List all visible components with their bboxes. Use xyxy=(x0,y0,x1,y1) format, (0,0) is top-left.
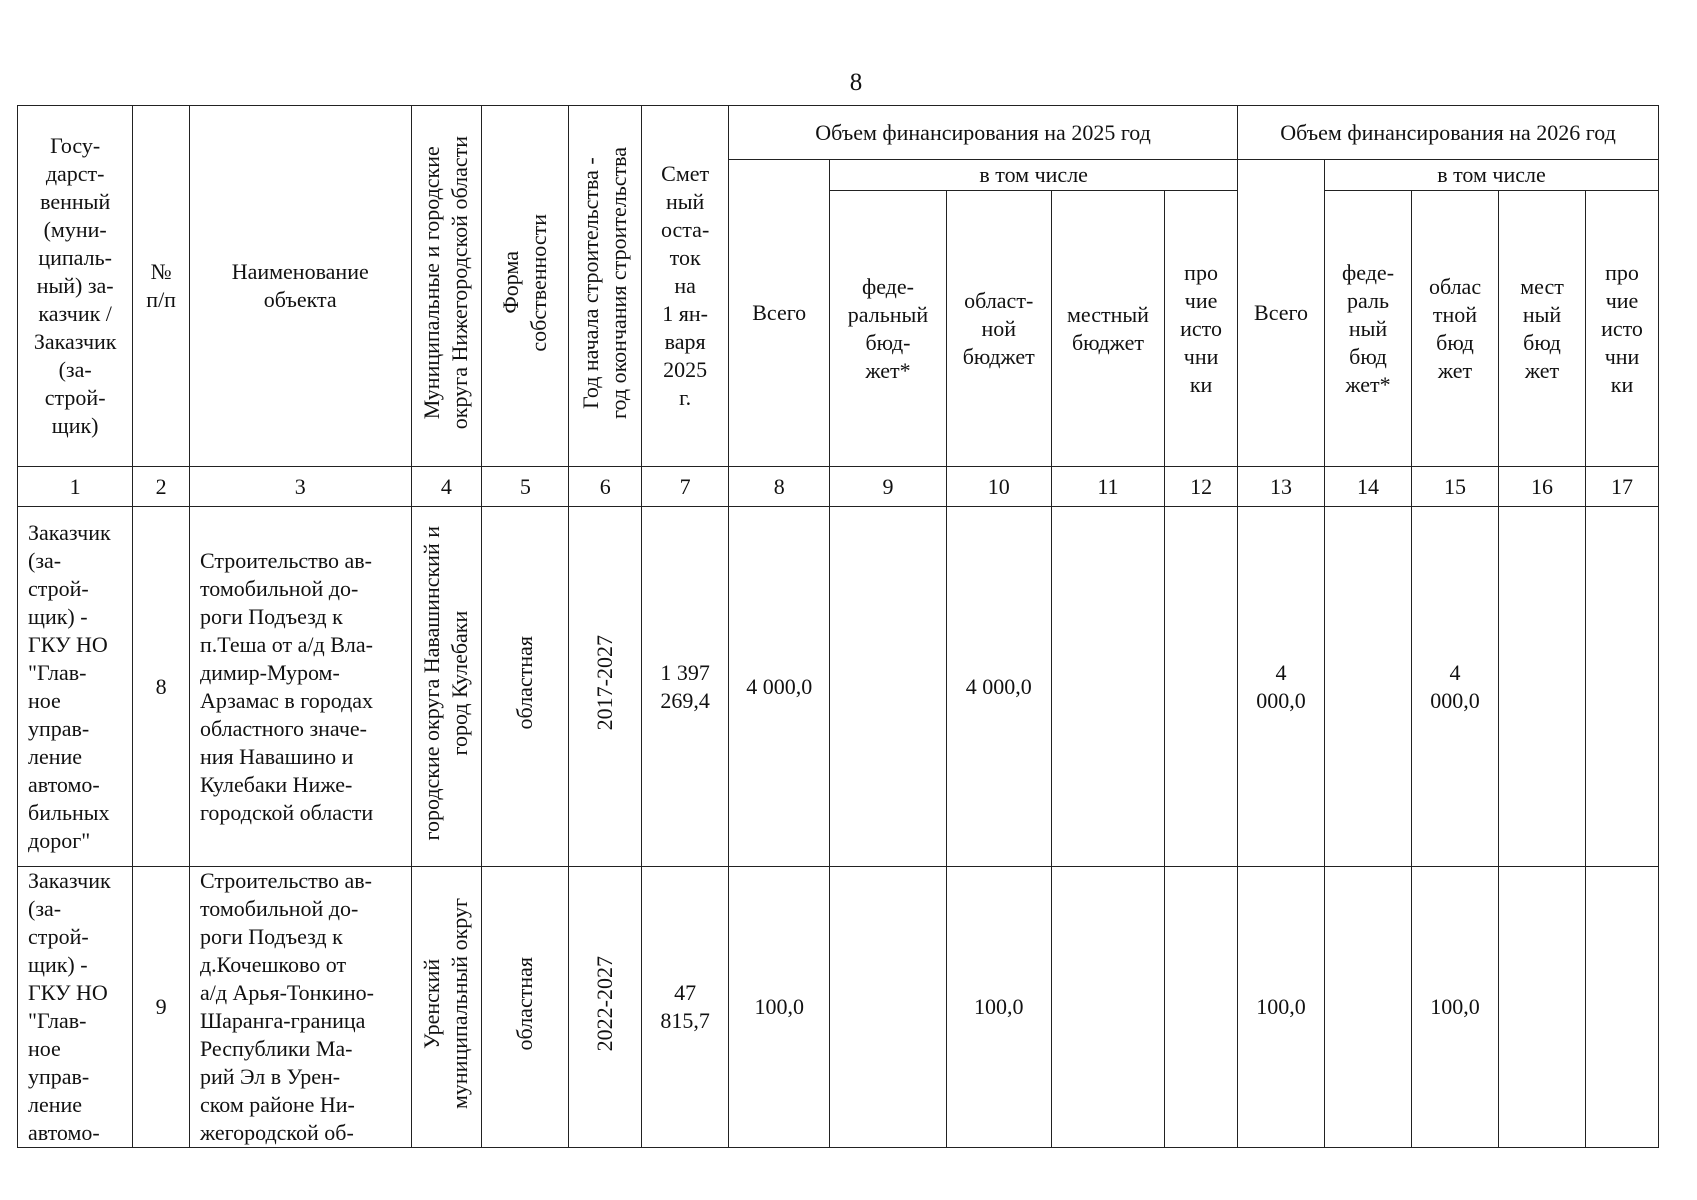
header-years xyxy=(569,106,642,467)
total-2026-cell: 100,0 xyxy=(1238,867,1325,1148)
local-2025-cell xyxy=(1051,507,1164,867)
district-text: городские округа Навашинский и город Кулебаки xyxy=(419,525,473,841)
column-number: 3 xyxy=(189,467,411,507)
header-federal-2025: феде- ральный бюд- жет* xyxy=(830,191,946,467)
header-ownership xyxy=(482,106,569,467)
header-regional-2025: област- ной бюджет xyxy=(946,191,1051,467)
header-district xyxy=(411,106,482,467)
total-2025-cell: 100,0 xyxy=(729,867,830,1148)
total-2026-cell: 4 000,0 xyxy=(1238,507,1325,867)
customer-cell: Заказчик (за- строй- щик) - ГКУ НО "Глав- ное управ- ление автомо- бильных дорог" xyxy=(18,507,133,867)
column-number: 13 xyxy=(1238,467,1325,507)
header-other-2026: про чие исто чни ки xyxy=(1586,191,1659,467)
column-number: 7 xyxy=(642,467,729,507)
header-years-text: Год начала строительства - год окончания строительства xyxy=(578,146,632,419)
federal-2026-cell xyxy=(1325,867,1412,1148)
column-number: 8 xyxy=(729,467,830,507)
ownership-text: областная xyxy=(512,956,538,1051)
header-federal-2026: феде- раль ный бюд жет* xyxy=(1325,191,1412,467)
header-local-2026: мест ный бюд жет xyxy=(1499,191,1586,467)
years-text: 2022-2027 xyxy=(592,955,618,1052)
header-other-2025: про чие исто чни ки xyxy=(1165,191,1238,467)
district-text: Уренский муниципальный округ xyxy=(419,897,473,1109)
column-number: 12 xyxy=(1165,467,1238,507)
column-number: 15 xyxy=(1412,467,1499,507)
header-ownership-text: Форма собственности xyxy=(498,213,552,352)
object-name-cell: Строительство ав- томобильной до- роги Подъезд к п.Теша от а/д Вла- димир-Муром- Арзамас в городах областного значе- ния Навашино и Кулебаки Ниже- городской области xyxy=(189,507,411,867)
header-number: № п/п xyxy=(133,106,190,467)
customer-cell: Заказчик (за- строй- щик) - ГКУ НО "Глав- ное управ- ление автомо- xyxy=(18,867,133,1148)
header-customer: Госу- дарст- венный (муни- ципаль- ный) за- казчик / Заказчик (за- строй- щик) xyxy=(18,106,133,467)
table-row xyxy=(18,867,1659,1148)
page-number: 8 xyxy=(849,69,863,96)
remainder-cell: 47 815,7 xyxy=(642,867,729,1148)
local-2026-cell xyxy=(1499,867,1586,1148)
regional-2026-cell: 100,0 xyxy=(1412,867,1499,1148)
column-number: 4 xyxy=(411,467,482,507)
total-2025-cell: 4 000,0 xyxy=(729,507,830,867)
financing-table xyxy=(17,105,1659,1148)
ownership-cell xyxy=(482,867,569,1148)
header-regional-2026: облас тной бюд жет xyxy=(1412,191,1499,467)
local-2026-cell xyxy=(1499,507,1586,867)
regional-2025-cell: 100,0 xyxy=(946,867,1051,1148)
row-number-cell: 8 xyxy=(133,507,190,867)
ownership-text: областная xyxy=(512,636,538,730)
column-number: 11 xyxy=(1051,467,1164,507)
header-district-text: Муниципальные и городские округа Нижегородской области xyxy=(419,135,473,430)
header-financing-2025: Объем финансирования на 2025 год xyxy=(729,106,1238,160)
ownership-cell xyxy=(482,507,569,867)
column-number: 1 xyxy=(18,467,133,507)
column-number: 17 xyxy=(1586,467,1659,507)
column-number-row xyxy=(18,467,1659,507)
table-row xyxy=(18,507,1659,867)
years-cell xyxy=(569,867,642,1148)
other-2025-cell xyxy=(1165,507,1238,867)
object-name-cell: Строительство ав- томобильной до- роги Подъезд к д.Кочешково от а/д Арья-Тонкино- Шаранга-граница Республики Ма- рий Эл в Урен- ском районе Ни- жегородской об- xyxy=(189,867,411,1148)
column-number: 14 xyxy=(1325,467,1412,507)
header-including-2025: в том числе xyxy=(830,160,1238,191)
other-2025-cell xyxy=(1165,867,1238,1148)
header-local-2025: местный бюджет xyxy=(1051,191,1164,467)
column-number: 5 xyxy=(482,467,569,507)
district-cell xyxy=(411,507,482,867)
column-number: 9 xyxy=(830,467,946,507)
column-number: 16 xyxy=(1499,467,1586,507)
regional-2026-cell: 4 000,0 xyxy=(1412,507,1499,867)
header-including-2026: в том числе xyxy=(1325,160,1659,191)
federal-2026-cell xyxy=(1325,507,1412,867)
row-number-cell: 9 xyxy=(133,867,190,1148)
column-number: 6 xyxy=(569,467,642,507)
header-total-2025: Всего xyxy=(729,160,830,467)
years-cell xyxy=(569,507,642,867)
federal-2025-cell xyxy=(830,867,946,1148)
remainder-cell: 1 397 269,4 xyxy=(642,507,729,867)
other-2026-cell xyxy=(1586,507,1659,867)
header-financing-2026: Объем финансирования на 2026 год xyxy=(1238,106,1659,160)
federal-2025-cell xyxy=(830,507,946,867)
header-object-name: Наименование объекта xyxy=(189,106,411,467)
header-remainder: Смет ный оста- ток на 1 ян- варя 2025 г. xyxy=(642,106,729,467)
header-total-2026: Всего xyxy=(1238,160,1325,467)
district-cell xyxy=(411,867,482,1148)
years-text: 2017-2027 xyxy=(592,635,618,731)
column-number: 2 xyxy=(133,467,190,507)
regional-2025-cell: 4 000,0 xyxy=(946,507,1051,867)
local-2025-cell xyxy=(1051,867,1164,1148)
other-2026-cell xyxy=(1586,867,1659,1148)
column-number: 10 xyxy=(946,467,1051,507)
